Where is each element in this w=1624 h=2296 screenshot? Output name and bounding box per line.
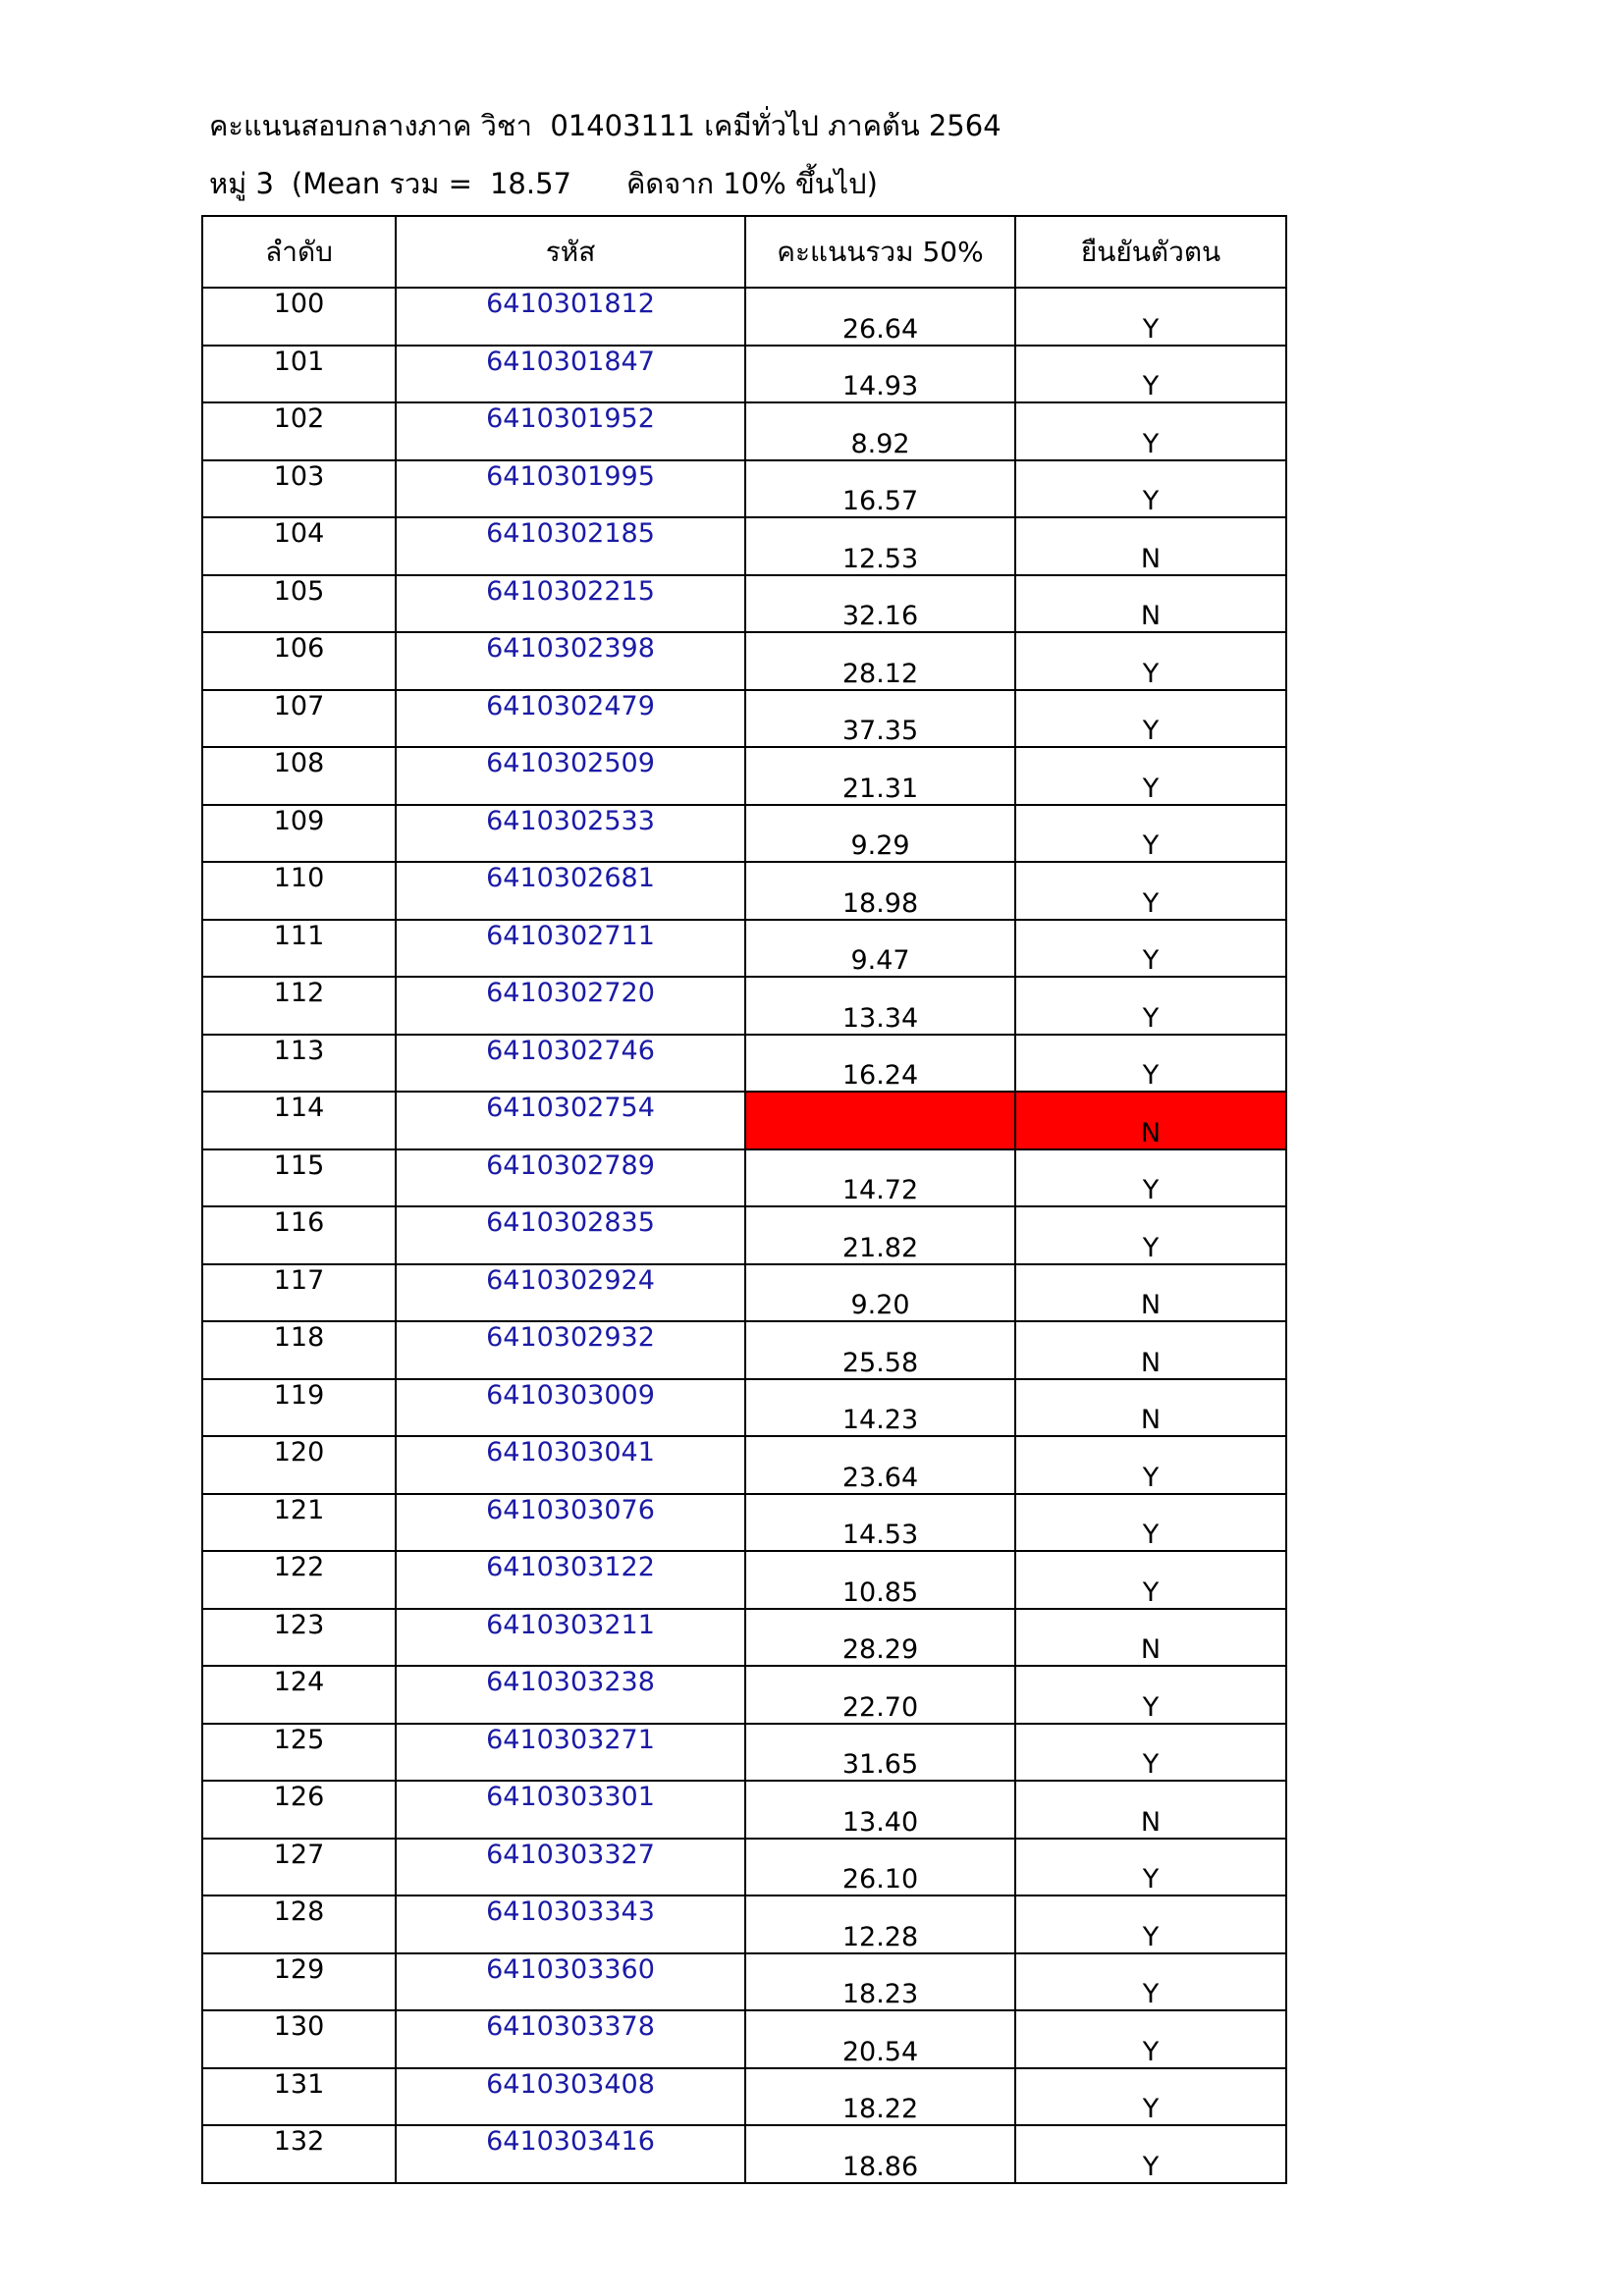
row-order: 105 bbox=[202, 575, 396, 633]
verification-status: N bbox=[1015, 1092, 1286, 1149]
table-row bbox=[202, 517, 1286, 575]
total-score: 8.92 bbox=[745, 402, 1015, 460]
student-id: 6410303122 bbox=[396, 1551, 745, 1609]
row-order: 115 bbox=[202, 1149, 396, 1207]
student-id: 6410303271 bbox=[396, 1724, 745, 1782]
verification-status: N bbox=[1015, 1321, 1286, 1379]
column-header-id: รหัส bbox=[396, 216, 745, 288]
row-order: 121 bbox=[202, 1494, 396, 1552]
verification-status: Y bbox=[1015, 977, 1286, 1035]
column-header-score: คะแนนรวม 50% bbox=[745, 216, 1015, 288]
total-score: 26.64 bbox=[745, 288, 1015, 346]
student-id: 6410302789 bbox=[396, 1149, 745, 1207]
row-order: 120 bbox=[202, 1436, 396, 1494]
table-row bbox=[202, 2010, 1286, 2068]
row-order: 124 bbox=[202, 1666, 396, 1724]
table-row bbox=[202, 1264, 1286, 1322]
row-order: 108 bbox=[202, 747, 396, 805]
student-id: 6410303416 bbox=[396, 2125, 745, 2183]
student-id: 6410303378 bbox=[396, 2010, 745, 2068]
verification-status: Y bbox=[1015, 805, 1286, 863]
row-order: 123 bbox=[202, 1609, 396, 1667]
verification-status: Y bbox=[1015, 1839, 1286, 1896]
row-order: 102 bbox=[202, 402, 396, 460]
verification-status: Y bbox=[1015, 632, 1286, 690]
student-id: 6410303360 bbox=[396, 1953, 745, 2011]
verification-status: Y bbox=[1015, 1035, 1286, 1093]
verification-status: Y bbox=[1015, 1551, 1286, 1609]
student-id: 6410303327 bbox=[396, 1839, 745, 1896]
total-score: 14.72 bbox=[745, 1149, 1015, 1207]
total-score: 26.10 bbox=[745, 1839, 1015, 1896]
total-score bbox=[745, 1092, 1015, 1149]
row-order: 118 bbox=[202, 1321, 396, 1379]
total-score: 18.22 bbox=[745, 2068, 1015, 2126]
student-id: 6410303211 bbox=[396, 1609, 745, 1667]
verification-status: Y bbox=[1015, 1896, 1286, 1953]
table-row bbox=[202, 977, 1286, 1035]
row-order: 107 bbox=[202, 690, 396, 748]
table-row bbox=[202, 402, 1286, 460]
verification-status: Y bbox=[1015, 346, 1286, 403]
student-id: 6410302185 bbox=[396, 517, 745, 575]
verification-status: Y bbox=[1015, 2010, 1286, 2068]
table-row bbox=[202, 1494, 1286, 1552]
verification-status: N bbox=[1015, 575, 1286, 633]
row-order: 122 bbox=[202, 1551, 396, 1609]
row-order: 110 bbox=[202, 862, 396, 920]
total-score: 31.65 bbox=[745, 1724, 1015, 1782]
student-id: 6410302533 bbox=[396, 805, 745, 863]
student-id: 6410302835 bbox=[396, 1206, 745, 1264]
table-body bbox=[202, 288, 1286, 2183]
row-order: 106 bbox=[202, 632, 396, 690]
verification-status: Y bbox=[1015, 747, 1286, 805]
table-row bbox=[202, 1781, 1286, 1839]
table-row bbox=[202, 1839, 1286, 1896]
student-id: 6410302509 bbox=[396, 747, 745, 805]
row-order: 114 bbox=[202, 1092, 396, 1149]
student-id: 6410302479 bbox=[396, 690, 745, 748]
table-row bbox=[202, 1896, 1286, 1953]
student-id: 6410303238 bbox=[396, 1666, 745, 1724]
verification-status: Y bbox=[1015, 1724, 1286, 1782]
verification-status: Y bbox=[1015, 402, 1286, 460]
table-row bbox=[202, 862, 1286, 920]
table-row bbox=[202, 1092, 1286, 1149]
total-score: 37.35 bbox=[745, 690, 1015, 748]
group-mean-line bbox=[209, 167, 878, 200]
verification-status: Y bbox=[1015, 288, 1286, 346]
table-row bbox=[202, 690, 1286, 748]
verification-status: N bbox=[1015, 1609, 1286, 1667]
student-id: 6410303041 bbox=[396, 1436, 745, 1494]
student-id: 6410302711 bbox=[396, 920, 745, 978]
table-row bbox=[202, 747, 1286, 805]
row-order: 129 bbox=[202, 1953, 396, 2011]
verification-status: Y bbox=[1015, 460, 1286, 518]
verification-status: Y bbox=[1015, 1149, 1286, 1207]
total-score: 18.86 bbox=[745, 2125, 1015, 2183]
verification-status: Y bbox=[1015, 2068, 1286, 2126]
verification-status: Y bbox=[1015, 1666, 1286, 1724]
student-id: 6410303301 bbox=[396, 1781, 745, 1839]
mean-value: 18.57 bbox=[489, 167, 571, 200]
column-header-verified: ยืนยันตัวตน bbox=[1015, 216, 1286, 288]
table-row bbox=[202, 2125, 1286, 2183]
mean-label: (Mean รวม = bbox=[291, 167, 472, 200]
score-table bbox=[201, 215, 1287, 2184]
table-header bbox=[202, 216, 1286, 288]
row-order: 128 bbox=[202, 1896, 396, 1953]
student-id: 6410302932 bbox=[396, 1321, 745, 1379]
row-order: 130 bbox=[202, 2010, 396, 2068]
row-order: 103 bbox=[202, 460, 396, 518]
student-id: 6410302924 bbox=[396, 1264, 745, 1322]
row-order: 119 bbox=[202, 1379, 396, 1437]
student-id: 6410302215 bbox=[396, 575, 745, 633]
row-order: 100 bbox=[202, 288, 396, 346]
table-row bbox=[202, 1724, 1286, 1782]
total-score: 21.82 bbox=[745, 1206, 1015, 1264]
row-order: 112 bbox=[202, 977, 396, 1035]
table-row bbox=[202, 1206, 1286, 1264]
verification-status: N bbox=[1015, 1264, 1286, 1322]
table-row bbox=[202, 1321, 1286, 1379]
row-order: 117 bbox=[202, 1264, 396, 1322]
student-id: 6410302720 bbox=[396, 977, 745, 1035]
table-row bbox=[202, 632, 1286, 690]
page-title: คะแนนสอบกลางภาค วิชา 01403111 เคมีทั่วไป ภาคต้น 2564 bbox=[209, 109, 1001, 142]
total-score: 10.85 bbox=[745, 1551, 1015, 1609]
total-score: 28.29 bbox=[745, 1609, 1015, 1667]
table-row bbox=[202, 2068, 1286, 2126]
total-score: 12.28 bbox=[745, 1896, 1015, 1953]
student-id: 6410303009 bbox=[396, 1379, 745, 1437]
total-score: 18.98 bbox=[745, 862, 1015, 920]
table-row bbox=[202, 346, 1286, 403]
verification-status: Y bbox=[1015, 690, 1286, 748]
group-label: หมู่ 3 bbox=[209, 167, 274, 200]
student-id: 6410303076 bbox=[396, 1494, 745, 1552]
row-order: 101 bbox=[202, 346, 396, 403]
student-id: 6410301952 bbox=[396, 402, 745, 460]
table-row bbox=[202, 460, 1286, 518]
total-score: 23.64 bbox=[745, 1436, 1015, 1494]
verification-status: N bbox=[1015, 1781, 1286, 1839]
total-score: 9.47 bbox=[745, 920, 1015, 978]
verification-status: Y bbox=[1015, 862, 1286, 920]
total-score: 18.23 bbox=[745, 1953, 1015, 2011]
table-row bbox=[202, 1609, 1286, 1667]
total-score: 12.53 bbox=[745, 517, 1015, 575]
row-order: 116 bbox=[202, 1206, 396, 1264]
verification-status: Y bbox=[1015, 1953, 1286, 2011]
total-score: 22.70 bbox=[745, 1666, 1015, 1724]
table-row bbox=[202, 920, 1286, 978]
row-order: 127 bbox=[202, 1839, 396, 1896]
table-row bbox=[202, 805, 1286, 863]
verification-status: N bbox=[1015, 1379, 1286, 1437]
table-row bbox=[202, 1666, 1286, 1724]
table-row bbox=[202, 1149, 1286, 1207]
table-row bbox=[202, 1379, 1286, 1437]
threshold-note: คิดจาก 10% ขึ้นไป) bbox=[625, 167, 878, 200]
column-header-order: ลำดับ bbox=[202, 216, 396, 288]
total-score: 16.24 bbox=[745, 1035, 1015, 1093]
row-order: 104 bbox=[202, 517, 396, 575]
total-score: 13.34 bbox=[745, 977, 1015, 1035]
row-order: 109 bbox=[202, 805, 396, 863]
student-id: 6410302754 bbox=[396, 1092, 745, 1149]
total-score: 13.40 bbox=[745, 1781, 1015, 1839]
row-order: 132 bbox=[202, 2125, 396, 2183]
total-score: 25.58 bbox=[745, 1321, 1015, 1379]
student-id: 6410302746 bbox=[396, 1035, 745, 1093]
student-id: 6410301812 bbox=[396, 288, 745, 346]
total-score: 14.23 bbox=[745, 1379, 1015, 1437]
row-order: 126 bbox=[202, 1781, 396, 1839]
row-order: 111 bbox=[202, 920, 396, 978]
verification-status: N bbox=[1015, 517, 1286, 575]
row-order: 113 bbox=[202, 1035, 396, 1093]
table-row bbox=[202, 288, 1286, 346]
table-row bbox=[202, 1551, 1286, 1609]
total-score: 16.57 bbox=[745, 460, 1015, 518]
table-row bbox=[202, 1953, 1286, 2011]
row-order: 131 bbox=[202, 2068, 396, 2126]
row-order: 125 bbox=[202, 1724, 396, 1782]
total-score: 20.54 bbox=[745, 2010, 1015, 2068]
table-row bbox=[202, 1436, 1286, 1494]
total-score: 32.16 bbox=[745, 575, 1015, 633]
total-score: 28.12 bbox=[745, 632, 1015, 690]
student-id: 6410301995 bbox=[396, 460, 745, 518]
student-id: 6410303343 bbox=[396, 1896, 745, 1953]
verification-status: Y bbox=[1015, 1494, 1286, 1552]
student-id: 6410303408 bbox=[396, 2068, 745, 2126]
student-id: 6410302398 bbox=[396, 632, 745, 690]
verification-status: Y bbox=[1015, 2125, 1286, 2183]
verification-status: Y bbox=[1015, 1436, 1286, 1494]
total-score: 9.20 bbox=[745, 1264, 1015, 1322]
table-row bbox=[202, 1035, 1286, 1093]
student-id: 6410301847 bbox=[396, 346, 745, 403]
student-id: 6410302681 bbox=[396, 862, 745, 920]
header-row bbox=[202, 216, 1286, 288]
total-score: 9.29 bbox=[745, 805, 1015, 863]
verification-status: Y bbox=[1015, 1206, 1286, 1264]
table-row bbox=[202, 575, 1286, 633]
total-score: 21.31 bbox=[745, 747, 1015, 805]
total-score: 14.53 bbox=[745, 1494, 1015, 1552]
total-score: 14.93 bbox=[745, 346, 1015, 403]
verification-status: Y bbox=[1015, 920, 1286, 978]
